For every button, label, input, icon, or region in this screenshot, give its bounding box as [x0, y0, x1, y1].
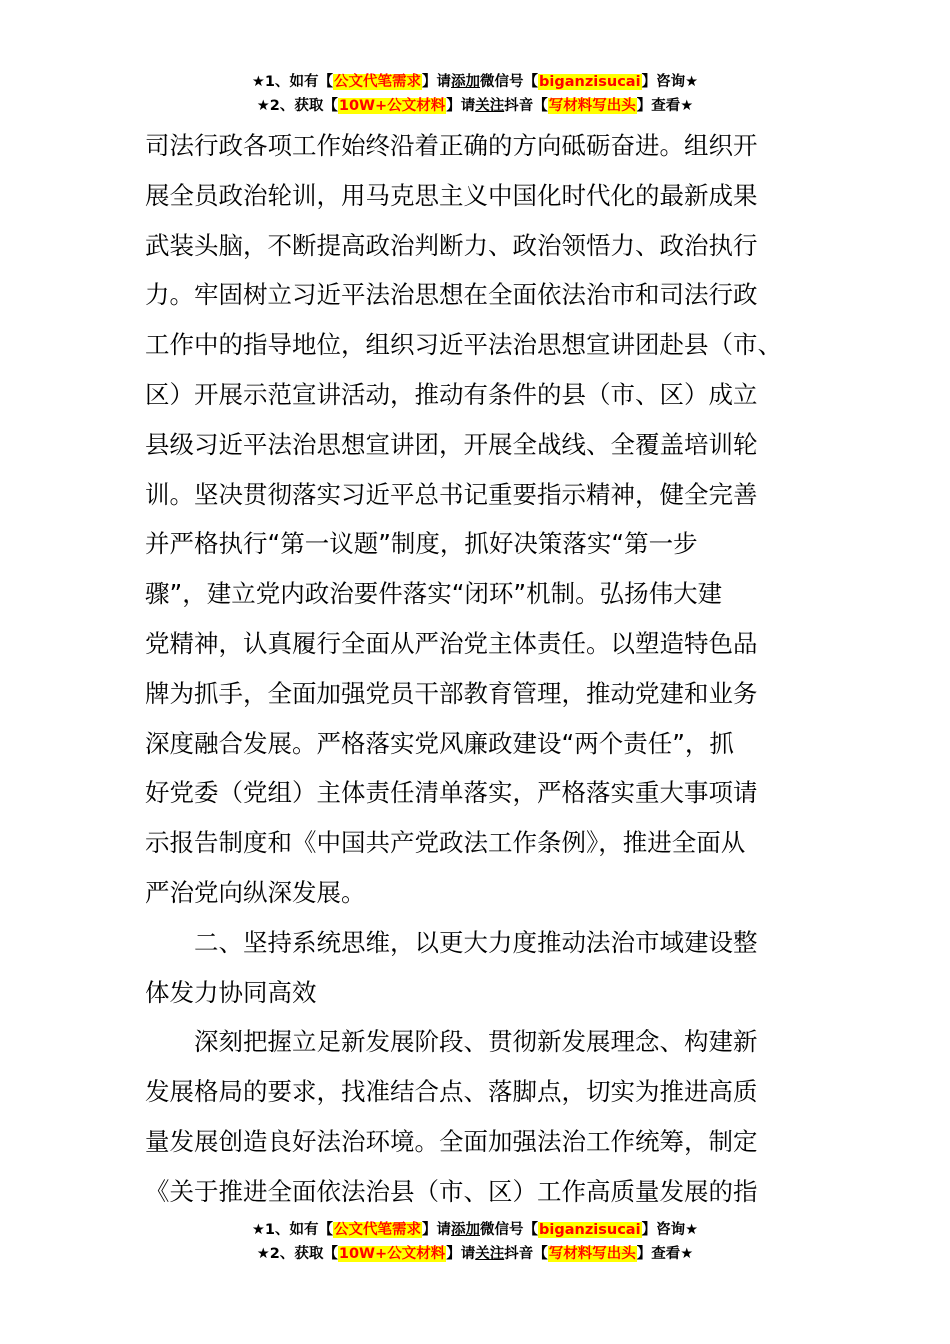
body-line: 严治党向纵深发展。 — [145, 877, 366, 907]
highlight-materials: 10W+公文材料 — [338, 98, 446, 114]
notice-text: 】请 — [422, 1222, 452, 1238]
notice-text: 】查看★ — [636, 1246, 694, 1262]
notice-text: ★1、如有【 — [251, 1222, 334, 1238]
body-line: 发展格局的要求，找准结合点、落脚点，切实为推进高质 — [145, 1077, 758, 1107]
body-line: 党精神，认真履行全面从严治党主体责任。以塑造特色品 — [145, 628, 758, 658]
notice-text-underlined: 添加 — [451, 1222, 481, 1238]
body-line: 县级习近平法治思想宣讲团，开展全战线、全覆盖培训轮 — [145, 429, 758, 459]
notice-line-1 — [0, 1218, 950, 1242]
body-line: 《关于推进全面依法治县（市、区）工作高质量发展的指 — [145, 1176, 758, 1206]
body-line: 工作中的指导地位，组织习近平法治思想宣讲团赴县（市、 — [145, 330, 782, 360]
footer-notice — [0, 1218, 950, 1266]
body-line: 好党委（党组）主体责任清单落实，严格落实重大事项请 — [145, 778, 758, 808]
notice-text: ★1、如有【 — [251, 74, 334, 90]
highlight-wechat-id: biganzisucai — [539, 74, 641, 90]
body-line: 深度融合发展。严格落实党风廉政建设“两个责任”，抓 — [145, 728, 734, 758]
notice-text: 抖音【 — [504, 98, 548, 114]
notice-line-2 — [0, 94, 950, 118]
body-line: 司法行政各项工作始终沿着正确的方向砥砺奋进。组织开 — [145, 131, 758, 160]
notice-text: ★2、获取【 — [256, 1246, 338, 1262]
section-heading: 二、坚持系统思维，以更大力度推动法治市域建设整 — [194, 927, 758, 957]
body-line: 区）开展示范宣讲活动，推动有条件的县（市、区）成立 — [145, 379, 758, 409]
section-heading-continued: 体发力协同高效 — [145, 977, 317, 1007]
body-line: 牌为抓手，全面加强党员干部教育管理，推动党建和业务 — [145, 678, 758, 708]
notice-text: 微信号【 — [480, 1222, 539, 1238]
highlight-service: 公文代笔需求 — [334, 74, 422, 90]
body-line: 示报告制度和《中国共产党政法工作条例》，推进全面从 — [145, 828, 746, 858]
body-line: 深刻把握立足新发展阶段、贯彻新发展理念、构建新 — [194, 1027, 758, 1057]
notice-text: 】咨询★ — [641, 74, 699, 90]
notice-text: 抖音【 — [504, 1246, 548, 1262]
notice-text: ★2、获取【 — [256, 98, 338, 114]
notice-text: 】请 — [446, 98, 476, 114]
body-line: 量发展创造良好法治环境。全面加强法治工作统筹，制定 — [145, 1126, 758, 1156]
notice-text: 】咨询★ — [641, 1222, 699, 1238]
notice-text: 微信号【 — [480, 74, 539, 90]
highlight-douyin-account: 写材料写出头 — [548, 98, 636, 114]
body-line: 展全员政治轮训，用马克思主义中国化时代化的最新成果 — [145, 180, 758, 210]
document-body — [145, 121, 785, 1217]
notice-text-underlined: 关注 — [475, 1246, 505, 1262]
highlight-wechat-id: biganzisucai — [539, 1222, 641, 1238]
notice-text-underlined: 关注 — [475, 98, 505, 114]
notice-text-underlined: 添加 — [451, 74, 481, 90]
notice-line-2 — [0, 1242, 950, 1266]
highlight-douyin-account: 写材料写出头 — [548, 1246, 636, 1262]
body-line: 力。牢固树立习近平法治思想在全面依法治市和司法行政 — [145, 280, 758, 310]
notice-line-1 — [0, 70, 950, 94]
body-line: 骤”，建立党内政治要件落实“闭环”机制。弘扬伟大建 — [145, 579, 723, 609]
highlight-materials: 10W+公文材料 — [338, 1246, 446, 1262]
highlight-service: 公文代笔需求 — [334, 1222, 422, 1238]
notice-text: 】请 — [422, 74, 452, 90]
body-line: 并严格执行“第一议题”制度，抓好决策落实“第一步 — [145, 529, 698, 559]
body-line: 武装头脑，不断提高政治判断力、政治领悟力、政治执行 — [145, 230, 758, 260]
header-notice — [0, 70, 950, 118]
notice-text: 】请 — [446, 1246, 476, 1262]
notice-text: 】查看★ — [636, 98, 694, 114]
body-line: 训。坚决贯彻落实习近平总书记重要指示精神，健全完善 — [145, 479, 758, 509]
